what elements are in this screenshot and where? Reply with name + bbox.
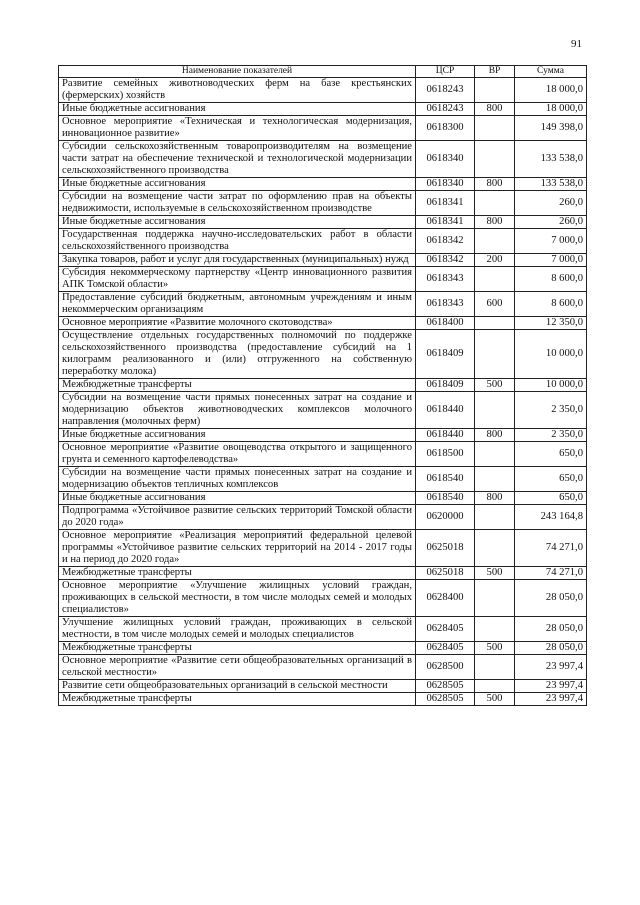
row-name-cell: Иные бюджетные ассигнования xyxy=(59,429,416,442)
row-vr-cell xyxy=(475,78,515,103)
row-sum-cell: 260,0 xyxy=(515,191,587,216)
row-csr-cell: 0625018 xyxy=(416,567,475,580)
row-name-cell: Межбюджетные трансферты xyxy=(59,693,416,706)
row-vr-cell: 800 xyxy=(475,178,515,191)
page-number: 91 xyxy=(571,38,582,50)
table-row xyxy=(59,655,587,680)
row-name-cell: Основное мероприятие «Развитие сети общеобразовательных организаций в сельской местности» xyxy=(59,655,416,680)
row-name-cell: Развитие сети общеобразовательных организаций в сельской местности xyxy=(59,680,416,693)
row-vr-cell: 200 xyxy=(475,254,515,267)
row-name-cell: Иные бюджетные ассигнования xyxy=(59,492,416,505)
row-csr-cell: 0618243 xyxy=(416,78,475,103)
header-name: Наименование показателей xyxy=(59,66,416,78)
row-csr-cell: 0628505 xyxy=(416,680,475,693)
budget-table xyxy=(58,65,587,706)
row-vr-cell: 500 xyxy=(475,379,515,392)
row-csr-cell: 0618343 xyxy=(416,292,475,317)
row-csr-cell: 0628505 xyxy=(416,693,475,706)
row-vr-cell xyxy=(475,617,515,642)
row-sum-cell: 133 538,0 xyxy=(515,141,587,178)
table-row xyxy=(59,267,587,292)
row-name-cell: Субсидии на возмещение части прямых понесенных затрат на создание и модернизацию объектов тепличных комплексов xyxy=(59,467,416,492)
row-sum-cell: 8 600,0 xyxy=(515,267,587,292)
row-csr-cell: 0618341 xyxy=(416,216,475,229)
table-row xyxy=(59,229,587,254)
row-name-cell: Межбюджетные трансферты xyxy=(59,567,416,580)
table-header-row xyxy=(59,66,587,78)
header-vr: ВР xyxy=(475,66,515,78)
row-csr-cell: 0618243 xyxy=(416,103,475,116)
table-row xyxy=(59,467,587,492)
table-row xyxy=(59,505,587,530)
header-sum: Сумма xyxy=(515,66,587,78)
row-sum-cell: 23 997,4 xyxy=(515,655,587,680)
table-row xyxy=(59,379,587,392)
row-sum-cell: 260,0 xyxy=(515,216,587,229)
header-csr: ЦСР xyxy=(416,66,475,78)
row-sum-cell: 23 997,4 xyxy=(515,693,587,706)
row-vr-cell: 500 xyxy=(475,693,515,706)
row-vr-cell xyxy=(475,580,515,617)
row-sum-cell: 28 050,0 xyxy=(515,580,587,617)
row-vr-cell xyxy=(475,116,515,141)
row-csr-cell: 0618409 xyxy=(416,379,475,392)
row-name-cell: Субсидии на возмещение части прямых понесенных затрат на создание и модернизацию объектов животноводческих комплексов молочного направления (молочных ферм) xyxy=(59,392,416,429)
row-vr-cell: 500 xyxy=(475,642,515,655)
table-row xyxy=(59,580,587,617)
row-vr-cell xyxy=(475,655,515,680)
row-sum-cell: 243 164,8 xyxy=(515,505,587,530)
row-csr-cell: 0618500 xyxy=(416,442,475,467)
row-sum-cell: 7 000,0 xyxy=(515,229,587,254)
row-csr-cell: 0628405 xyxy=(416,642,475,655)
table-row xyxy=(59,178,587,191)
row-vr-cell xyxy=(475,680,515,693)
row-csr-cell: 0618342 xyxy=(416,254,475,267)
row-csr-cell: 0618540 xyxy=(416,467,475,492)
row-name-cell: Основное мероприятие «Техническая и технологическая модернизация, инновационное развитие» xyxy=(59,116,416,141)
table-body xyxy=(59,78,587,706)
table-row xyxy=(59,617,587,642)
table-row xyxy=(59,292,587,317)
row-sum-cell: 650,0 xyxy=(515,467,587,492)
row-csr-cell: 0618342 xyxy=(416,229,475,254)
row-csr-cell: 0618341 xyxy=(416,191,475,216)
table-row xyxy=(59,317,587,330)
row-sum-cell: 18 000,0 xyxy=(515,103,587,116)
row-vr-cell xyxy=(475,330,515,379)
row-name-cell: Развитие семейных животноводческих ферм на базе крестьянских (фермерских) хозяйств xyxy=(59,78,416,103)
row-sum-cell: 18 000,0 xyxy=(515,78,587,103)
row-vr-cell xyxy=(475,229,515,254)
row-sum-cell: 7 000,0 xyxy=(515,254,587,267)
row-csr-cell: 0618440 xyxy=(416,392,475,429)
row-sum-cell: 12 350,0 xyxy=(515,317,587,330)
row-vr-cell xyxy=(475,505,515,530)
row-csr-cell: 0628405 xyxy=(416,617,475,642)
row-csr-cell: 0618300 xyxy=(416,116,475,141)
row-vr-cell xyxy=(475,392,515,429)
row-name-cell: Улучшение жилищных условий граждан, проживающих в сельской местности, в том числе молодых семей и молодых специалистов xyxy=(59,617,416,642)
table-row xyxy=(59,141,587,178)
row-vr-cell xyxy=(475,317,515,330)
row-csr-cell: 0618400 xyxy=(416,317,475,330)
row-name-cell: Основное мероприятие «Развитие овощеводства открытого и защищенного грунта и семенного картофелеводства» xyxy=(59,442,416,467)
row-vr-cell xyxy=(475,141,515,178)
row-sum-cell: 133 538,0 xyxy=(515,178,587,191)
row-sum-cell: 149 398,0 xyxy=(515,116,587,141)
row-name-cell: Иные бюджетные ассигнования xyxy=(59,103,416,116)
row-sum-cell: 10 000,0 xyxy=(515,330,587,379)
row-vr-cell xyxy=(475,467,515,492)
row-name-cell: Основное мероприятие «Развитие молочного скотоводства» xyxy=(59,317,416,330)
row-name-cell: Государственная поддержка научно-исследовательских работ в области сельскохозяйственного производства xyxy=(59,229,416,254)
row-vr-cell: 800 xyxy=(475,216,515,229)
row-vr-cell xyxy=(475,442,515,467)
table-row xyxy=(59,693,587,706)
table-row xyxy=(59,103,587,116)
table-row xyxy=(59,116,587,141)
row-csr-cell: 0618409 xyxy=(416,330,475,379)
row-sum-cell: 74 271,0 xyxy=(515,530,587,567)
row-name-cell: Субсидия некоммерческому партнерству «Центр инновационного развития АПК Томской области» xyxy=(59,267,416,292)
table-row xyxy=(59,442,587,467)
row-csr-cell: 0618340 xyxy=(416,178,475,191)
row-name-cell: Иные бюджетные ассигнования xyxy=(59,178,416,191)
row-csr-cell: 0618343 xyxy=(416,267,475,292)
row-vr-cell xyxy=(475,267,515,292)
row-name-cell: Межбюджетные трансферты xyxy=(59,642,416,655)
table-row xyxy=(59,492,587,505)
table-row xyxy=(59,530,587,567)
row-csr-cell: 0620000 xyxy=(416,505,475,530)
row-sum-cell: 2 350,0 xyxy=(515,429,587,442)
table-row xyxy=(59,78,587,103)
row-name-cell: Закупка товаров, работ и услуг для государственных (муниципальных) нужд xyxy=(59,254,416,267)
row-name-cell: Иные бюджетные ассигнования xyxy=(59,216,416,229)
row-name-cell: Субсидии на возмещение части затрат по оформлению прав на объекты недвижимости, используемые в сельскохозяйственном производстве xyxy=(59,191,416,216)
row-csr-cell: 0628400 xyxy=(416,580,475,617)
row-csr-cell: 0628500 xyxy=(416,655,475,680)
row-vr-cell: 800 xyxy=(475,492,515,505)
table-row xyxy=(59,330,587,379)
row-name-cell: Межбюджетные трансферты xyxy=(59,379,416,392)
row-sum-cell: 650,0 xyxy=(515,442,587,467)
row-sum-cell: 650,0 xyxy=(515,492,587,505)
row-csr-cell: 0618340 xyxy=(416,141,475,178)
row-name-cell: Основное мероприятие «Улучшение жилищных условий граждан, проживающих в сельской местности, в том числе молодых семей и молодых специалистов» xyxy=(59,580,416,617)
row-name-cell: Основное мероприятие «Реализация мероприятий федеральной целевой программы «Устойчивое развитие сельских территорий на 2014 - 2017 годы и на период до 2020 года» xyxy=(59,530,416,567)
row-sum-cell: 28 050,0 xyxy=(515,642,587,655)
row-vr-cell xyxy=(475,191,515,216)
row-name-cell: Субсидии сельскохозяйственным товаропроизводителям на возмещение части затрат на обеспечение технической и технологической модернизации сельскохозяйственного производства xyxy=(59,141,416,178)
row-name-cell: Подпрограмма «Устойчивое развитие сельских территорий Томской области до 2020 года» xyxy=(59,505,416,530)
row-vr-cell: 600 xyxy=(475,292,515,317)
row-vr-cell: 800 xyxy=(475,103,515,116)
table-row xyxy=(59,216,587,229)
table-row xyxy=(59,191,587,216)
row-vr-cell xyxy=(475,530,515,567)
row-sum-cell: 23 997,4 xyxy=(515,680,587,693)
table-row xyxy=(59,392,587,429)
row-vr-cell: 500 xyxy=(475,567,515,580)
row-csr-cell: 0618440 xyxy=(416,429,475,442)
row-sum-cell: 8 600,0 xyxy=(515,292,587,317)
row-sum-cell: 28 050,0 xyxy=(515,617,587,642)
row-sum-cell: 2 350,0 xyxy=(515,392,587,429)
table-row xyxy=(59,680,587,693)
table-row xyxy=(59,429,587,442)
table-row xyxy=(59,642,587,655)
row-csr-cell: 0625018 xyxy=(416,530,475,567)
row-name-cell: Осуществление отдельных государственных полномочий по поддержке сельскохозяйственного производства (предоставление субсидий на 1 килограмм реализованного и (или) отгруженного на собственную переработку молока) xyxy=(59,330,416,379)
table-row xyxy=(59,567,587,580)
row-vr-cell: 800 xyxy=(475,429,515,442)
row-sum-cell: 74 271,0 xyxy=(515,567,587,580)
row-csr-cell: 0618540 xyxy=(416,492,475,505)
table-row xyxy=(59,254,587,267)
row-sum-cell: 10 000,0 xyxy=(515,379,587,392)
row-name-cell: Предоставление субсидий бюджетным, автономным учреждениям и иным некоммерческим организациям xyxy=(59,292,416,317)
